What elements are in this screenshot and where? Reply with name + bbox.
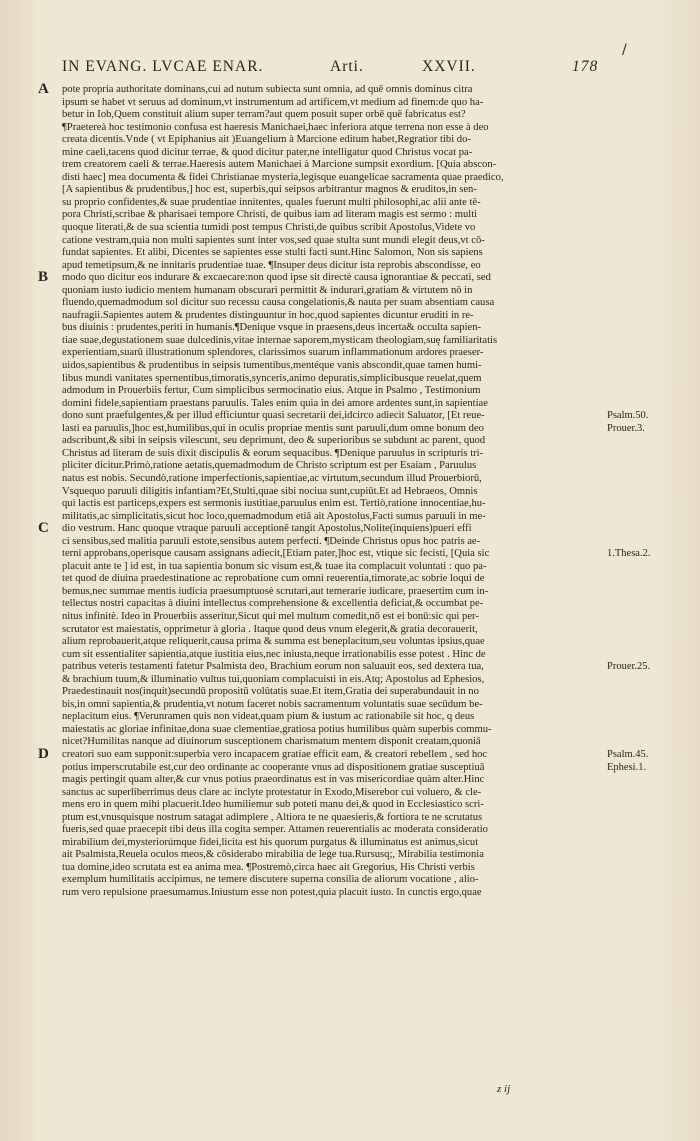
page-number: 178 [572,58,599,75]
text-line: cum sit essentialiter sapientia,atque iustitia eius,nec iniusta,neque irrationabilis esse potest . Hinc de [62,648,486,660]
text-line: quoque literati,& de sua scientia tumidi post tempus Christi,de quibus scribit Apostolus,Videte vo [62,222,476,234]
corner-mark: / [622,42,627,58]
text-line: pote propria authoritate dominans,cui ad nutum subiecta sunt omnia, ad quē omnis dominus citra [62,84,473,95]
text-line: ipsum se habet vt seruus ad dominum,vt instrumentum ad artificem,vt medium ad finem:de quo ha- [62,96,484,108]
text-line: nitus infinitè. Ideo in Prouerbiis asseritur,Sicut qui mel multum comedit,nō est ei bonū:sic qui per- [62,610,479,622]
text-line: [A sapientibus & prudentibus,] hoc est, superbis,qui seipsos arbitrantur magnos & eruditos,in sen- [62,184,477,196]
text-line: mirabilium dei,mysteriorúmque fidei,licita est his quorum purgatus & illuminatus est animus,sicut [62,836,479,848]
text-line: militatis,ac simplicitatis,sicut hoc loco,quemadmodum etiā ait Apostolus,Facti sumus paruuli in me- [62,510,486,522]
text-line: bus diuinis : prudentes,periti in humanis.¶Denique vsque in praesens,deus incerta& occulta sapien- [62,322,482,334]
text-line: su proprio confidentes,& suae prudentiae innitentes, quales fuerunt multi philosophi,ac alii ante tē- [62,196,481,208]
margin-letter-a: A [38,81,49,97]
text-line: fluendo,quemadmodum sol dicitur suo recessu causa congelationis,& nauta per suam absentiam causa [62,297,495,309]
text-line: & brachium tuum,& illuminatio vultus tui,quoniam complacuisti in eis.Atq; Apostolus ad Ephesios, [62,673,485,685]
text-line: fueris,sed quae praecepit tibi deus illa cogita semper. Attamen reuerentialis ac moderata consideratio [62,824,488,836]
text-line: maiestatis ac gloriae infinitae,dona suae clementiae,gratiosa potius humilibus quàm superbis commu- [62,723,492,735]
margin-letter-b: B [38,269,49,286]
text-line: pora Christi,scribae & pharisaei tempore Christi, de quibus iam ad literam magis est sermo : multi [62,209,478,221]
text-line: quoniam iusto iudicio mentem humanam obscurari permittit & indurari,gratiam & virtutem nō in [62,284,473,296]
text-line: natus est nobis. Secundò,ratione imperfectionis,sapientiae,ac virtutum,secundum illud Prouerbiorū, [62,472,482,484]
text-line: catione vestram,quia non multi sapientes sunt inter vos,sed quae stulta sunt mundi elegit deus,vt cō- [62,234,485,246]
text-line: tellectus nostri capacitas à diuini intellectus comprehensione & excellentia deficiat,& occumbat pe- [62,598,484,610]
text-line: exemplum humilitatis accipimus, ne temere discutere superna consilia de aliorum vocatione , alio- [62,874,479,886]
text-line: tiae suae,degustationem suae dulcedinis,vitae internae saporem,mysticam theologiam,suę familiaritatis [62,334,498,346]
text-line: qui lactis est particeps,expers est sermonis iustitiae,paruulus enim est. Tertiò,ratione innocentiae,hu- [62,498,486,510]
text-line: apud temetipsum,& ne innitaris prudentiae tuae. ¶Insuper deus dicitur ista reprobis abscondisse, eo [62,259,481,271]
text-line: ci sensibus,sed malitia paruuli estote,sensibus autem perfecti. ¶Deinde Christus opus hoc patris ae- [62,535,481,547]
signature-mark: z ij [497,1083,511,1095]
text-line: ¶Praetereà hoc testimonio confusa est haeresis Manichaei,haec inferiora atque terrena non esse à deo [62,121,489,133]
text-line: potius imperscrutabile est,cur deo ordinante ac cooperante vnus ad dispositionem gratiae susceptiuā [62,761,485,773]
text-line: magis pertingit quam alter,& cur vnus potius praeordinatus est in vas misericordiae quàm alter.Hinc [62,774,485,786]
text-line: rum vero repulsione praesumamus.Iniustum esse non potest,quia placuit iusto. In cunctis ergo,quae [62,887,482,898]
text-line: pliciter dicitur.Primò,ratione aetatis,quemadmodum de Christo scriptum est per Esaiam , Paruulus [62,460,477,472]
text-line: creata dicentis.Vnde ( vt Epiphanius ait )Euangelium à Marcione editum habet,Regratior tibi do- [62,134,471,146]
text-line: experientiam,suarū illustrationum splendores, clarissimos suarum inflammationum ardores praeser- [62,347,484,359]
body-text [62,84,607,900]
margin-letter-c: C [38,520,49,537]
text-line: sanctus ac superliberrimus deus clare ac inclyte protestatur in Exodo,Miserebor cui voluero, & cle- [62,786,482,798]
header-article-number: XXVII. [422,58,476,75]
side-note-reference: Psalm.45. [607,749,649,761]
text-line: betur in Iob,Quem constituit alium super terram?aut quem posuit super orbē quē fabricatus est? [62,109,466,121]
text-line: placuit ante te ] id est, in tua sapientia bonum sic visum est,& tuae ita complacuit voluntati : quo pa- [62,560,487,572]
text-line: neplacitum eius. ¶Verunramen quis non videat,quam pium & iustum ac rationabile sit hoc, q deus [62,711,475,723]
text-line: tua domine,ideo scrutata est ea anima mea. ¶Postremò,circa haec ait Gregorius, His Christi verbis [62,861,475,873]
side-note-reference: Ephesi.1. [607,761,647,773]
text-line: alium reprobauerit,atque reliquerit,causa prima & summa est beneplacitum,seu voluntas ipsius,quae [62,636,485,648]
text-line: Praedestinauit nos(inquit)secundū propositū volūtatis suae.Et item,Gratia dei superabundauit in no [62,686,479,698]
text-line: ait Psalmista,Reuela oculos meos,& cōsiderabo mirabilia de lege tua.Rursusq;, Mirabilia testimonia [62,849,484,861]
text-line: domini fidele,sapientiam praestans paruulis. Tales enim quia in dei amore ardentes sunt,in sapientiae [62,397,488,409]
text-line: nicet?Humilitas nanque ad diuinorum susceptionem charismatum mentem disponit creatam,quoniā [62,736,481,748]
text-line: naufragii.Sapientes autem & prudentes distinguuntur in hoc,quod sapientes dicuntur eruditi in re- [62,309,474,321]
text-line: scrutator est maiestatis, opprimetur à gloria . Itaque quod deus vnum elegerit,& gratia decorauerit, [62,623,478,635]
text-line: bis,in omni sapientia,& prudentia,vt notum faceret nobis sacramentum voluntatis suae secūdum be- [62,698,483,710]
text-line: trem creatorem caeli & terrae.Haeresis autem Manichaei à Marcione sumpsit exordium. [Quia abscon- [62,159,497,171]
text-line: creatori suo eam supponit:superbia vero incapacem gratiae efficit eam, & creatori rebellem , sed hoc [62,748,488,760]
margin-letter-d: D [38,746,49,763]
text-line: Vsquequo paruuli diligitis infantiam?Et,Stulti,quae sibi nociua sunt,cupiūt.Et ad Hebraeos, Omnis [62,485,478,497]
side-note-reference: Prouer.25. [607,661,651,673]
text-line: fundat sapientes. Et alibi, Dicentes se sapientes esse stulti facti sunt.Hinc Salomon, Non sis sapiens [62,247,483,259]
side-note-reference: Psalm.50. [607,410,649,422]
header-title: IN EVANG. LVCAE ENAR. [62,58,264,75]
text-line: bemus,nec summae mentis iudicia praesumptuosè scrutari,aut temerarie iudicare, praesertim cum in- [62,585,489,597]
text-line: mens ero in quem mihi placuerit.Ideo humiliemur sub poteti manu dei,& quod in Ecclesiastico scri- [62,799,484,811]
text-line: lasti ea paruulis,]hoc est,humilibus,qui in oculis propriae mentis sunt paruuli,dum omne bonum deo [62,422,484,434]
text-line: ptum est,vnusquisque nostrum satagat adimplere , Altiora te ne quaesieris,& fortiora te ne scrutatus [62,811,483,823]
text-line: dono sunt praefulgentes,& per illud efficiuntur quasi secretarii dei,idcirco adiecit Saluator, [Et reue- [62,410,485,422]
text-line: terni approbans,operisque causam assignans adiecit,[Etiam pater,]hoc est, vtique sic fecisti, [Quia sic [62,548,490,560]
text-line: uidos,sapientibus & prudentibus in seipsis tumentibus,mentéque vanis abscondit,quae tamen humi- [62,360,482,372]
side-note-reference: Prouer.3. [607,422,645,434]
text-line: disti haec] mea documenta & fidei Christianae mysteria,legisque euangelicae sacramenta quae praedico, [62,171,504,183]
side-note-reference: 1.Thesa.2. [607,548,651,560]
text-line: tet quod de diuina praedestinatione ac reprobatione cum omni reuerentia,timorate,ac sobrie loqui de [62,573,485,585]
text-line: admodum in Prouerbiis fertur, Cum simplicibus sermocinatio eius. Atque in Psalmo , Testimonium [62,385,481,397]
header-article-label: Arti. [330,58,364,75]
text-line: dio vestrum. Hanc quoque vtraque paruuli acceptionē tangit Apostolus,Nolite(inquiens)pueri effi [62,523,472,535]
text-line: Christus ad literam de suis dixit discipulis & eorum sequacibus. ¶Denique paruulus in scripturis tri- [62,447,484,459]
text-line: libus mundi vanitates spernentibus,timoratis,synceris,animo depuratis,simplicibusque reuelat,quem [62,372,482,384]
text-line: patribus veteris testamenti fatetur Psalmista deo, Brachium eorum non saluauit eos, sed dextera tua, [62,661,484,673]
text-line: adscribunt,& sibi in seipsis vilescunt, seu deprimunt, deo & superioribus se subdunt ac parent, quod [62,435,486,447]
running-header [62,58,632,82]
text-line: mine caeli,tacens quod dicitur terrae, & quod dicitur pater,ne intelligatur quod Christus vocat pa- [62,146,473,158]
text-line: modo quo dicitur eos indurare & excaecare:non quod ipse sit directè causa ignorantiae & peccati, sed [62,272,491,284]
